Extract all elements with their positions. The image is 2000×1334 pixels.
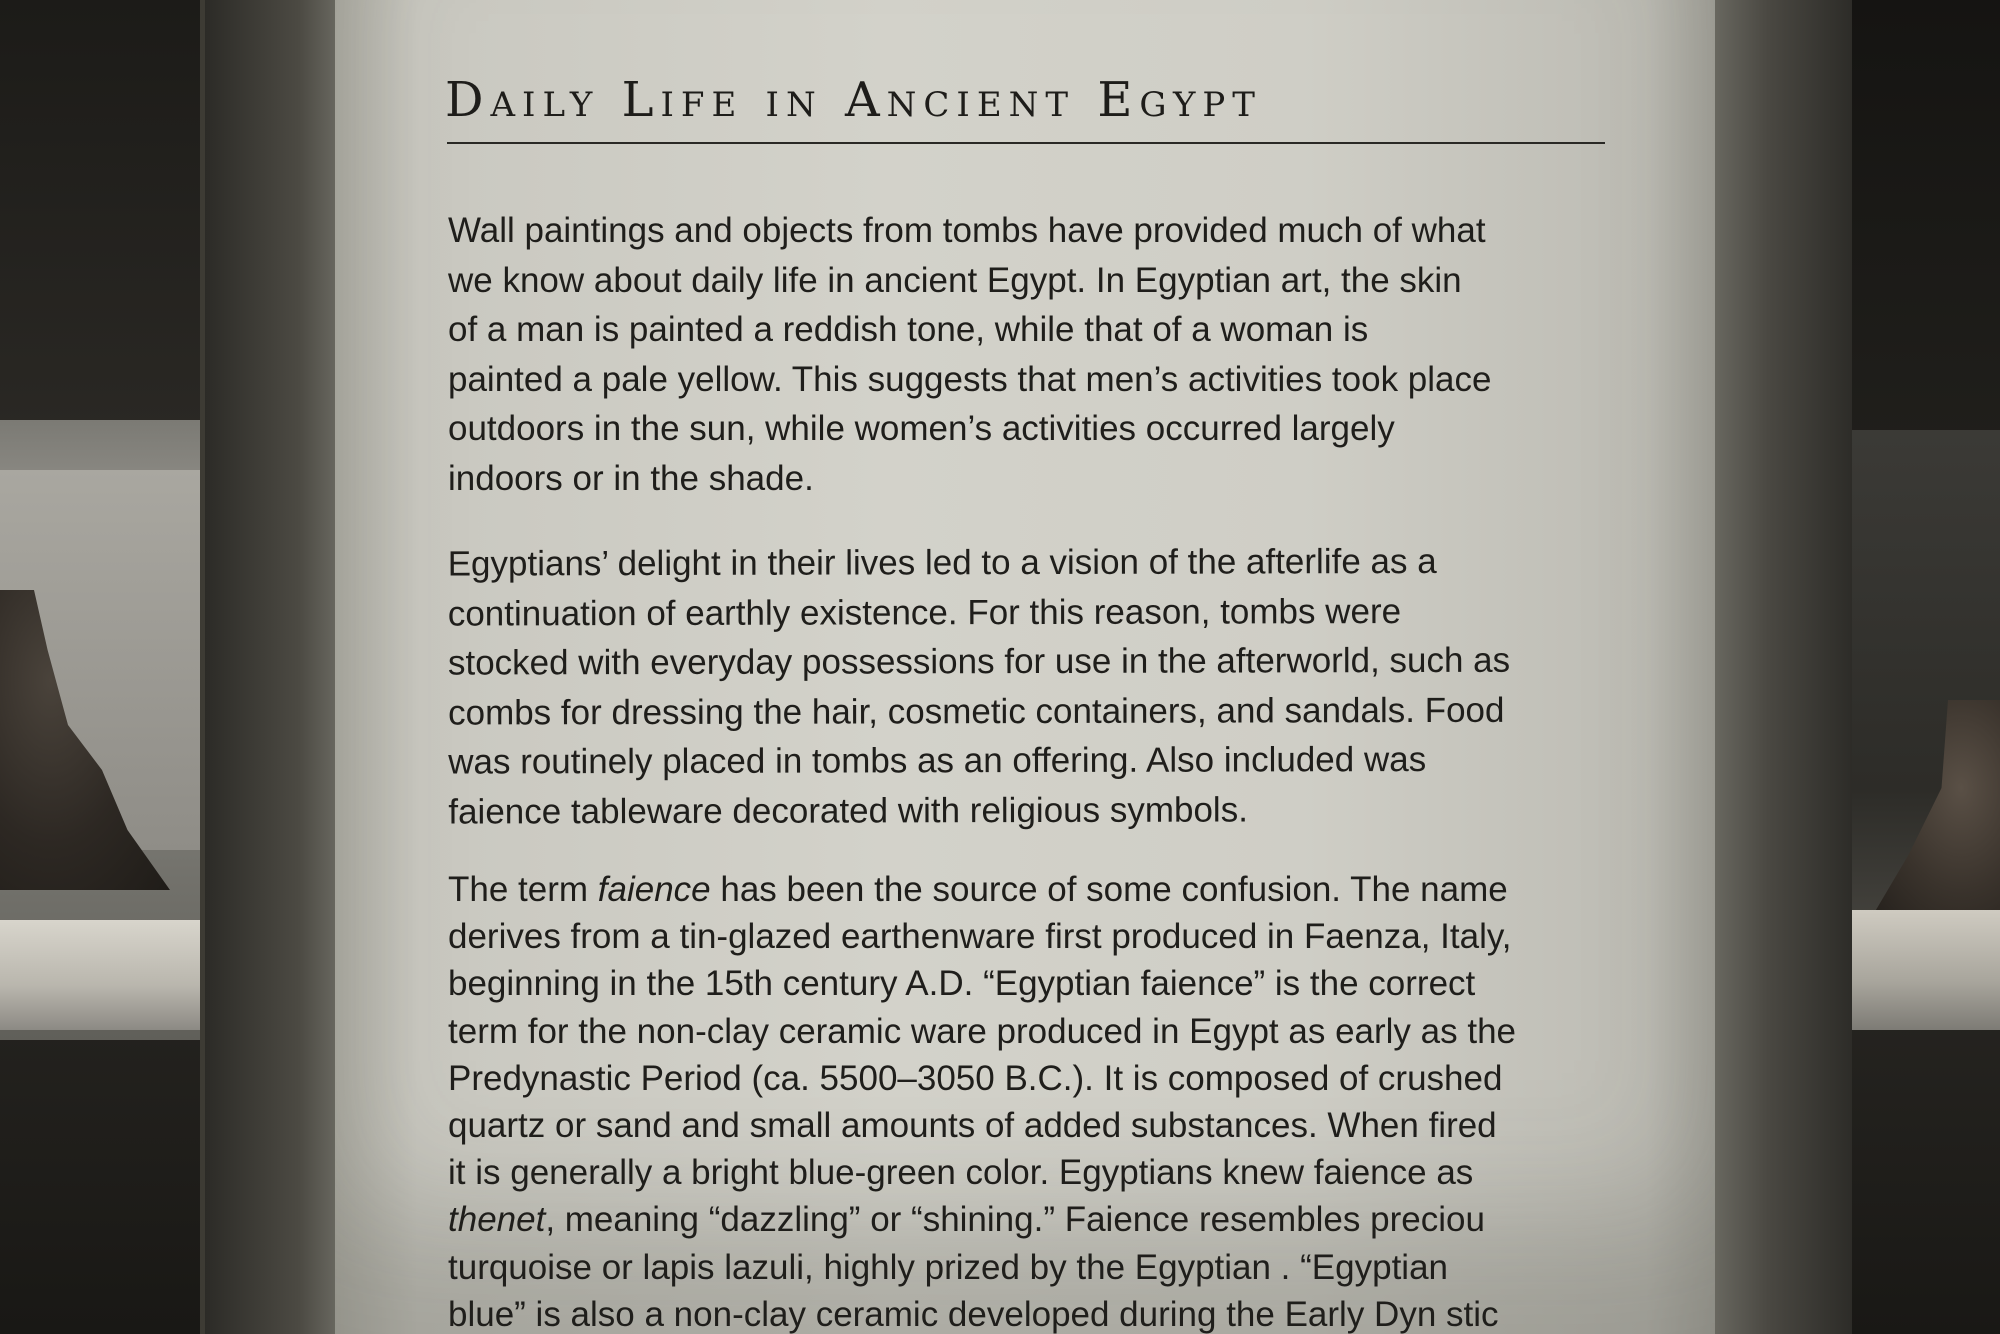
text-segment: has been the source of some confusion. The name bbox=[710, 870, 1508, 909]
text-line: it is generally a bright blue-green color. Egyptians knew faience as bbox=[448, 1153, 1474, 1193]
text-line bbox=[448, 866, 1618, 913]
text-line: combs for dressing the hair, cosmetic containers, and sandals. Food bbox=[448, 690, 1505, 733]
display-case-right-base bbox=[1830, 910, 2000, 1030]
text-line: derives from a tin-glazed earthenware first produced in Faenza, Italy, bbox=[448, 917, 1512, 957]
text-line: we know about daily life in ancient Egypt. In Egyptian art, the skin bbox=[448, 260, 1462, 300]
exhibit-sign bbox=[335, 0, 1715, 1334]
text-line: turquoise or lapis lazuli, highly prized by the Egyptian . “Egyptian bbox=[448, 1247, 1448, 1287]
title-divider bbox=[447, 142, 1605, 144]
text-segment: The term bbox=[448, 870, 598, 909]
text-line: Predynastic Period (ca. 5500–3050 B.C.). It is composed of crushed bbox=[448, 1058, 1503, 1098]
text-segment: , meaning “dazzling” or “shining.” Faience resembles preciou bbox=[545, 1200, 1485, 1240]
text-line: continuation of earthly existence. For this reason, tombs were bbox=[447, 591, 1402, 634]
text-line: indoors or in the shade. bbox=[448, 458, 814, 498]
text-line bbox=[448, 1196, 1618, 1243]
text-line: painted a pale yellow. This suggests that men’s activities took place bbox=[448, 359, 1492, 399]
text-line: outdoors in the sun, while women’s activities occurred largely bbox=[448, 409, 1395, 448]
italic-term: faience bbox=[597, 870, 711, 909]
text-line: faience tableware decorated with religious symbols. bbox=[448, 789, 1248, 832]
text-line: stocked with everyday possessions for use in the afterworld, such as bbox=[447, 640, 1511, 683]
text-line: Egyptians’ delight in their lives led to a vision of the afterlife as a bbox=[447, 541, 1437, 584]
text-line: of a man is painted a reddish tone, while that of a woman is bbox=[448, 310, 1369, 349]
paragraph-3 bbox=[448, 866, 1618, 1334]
text-line: quartz or sand and small amounts of added substances. When fired bbox=[448, 1106, 1497, 1146]
sign-title: Daily Life in Ancient Egypt bbox=[445, 72, 1262, 128]
paragraph-1 bbox=[448, 206, 1618, 503]
italic-term: thenet bbox=[448, 1200, 546, 1240]
text-line: term for the non-clay ceramic ware produced in Egypt as early as the bbox=[448, 1011, 1516, 1051]
panel-edge-right bbox=[1712, 0, 1852, 1334]
text-line: Wall paintings and objects from tombs have provided much of what bbox=[448, 211, 1486, 250]
display-case-left-base bbox=[0, 920, 225, 1030]
paragraph-2 bbox=[448, 536, 1619, 836]
text-line: blue” is also a non-clay ceramic developed during the Early Dyn stic bbox=[448, 1294, 1499, 1334]
text-line: beginning in the 15th century A.D. “Egyptian faience” is the correct bbox=[448, 964, 1476, 1004]
panel-edge-left bbox=[205, 0, 340, 1334]
text-line: was routinely placed in tombs as an offering. Also included was bbox=[448, 739, 1427, 782]
